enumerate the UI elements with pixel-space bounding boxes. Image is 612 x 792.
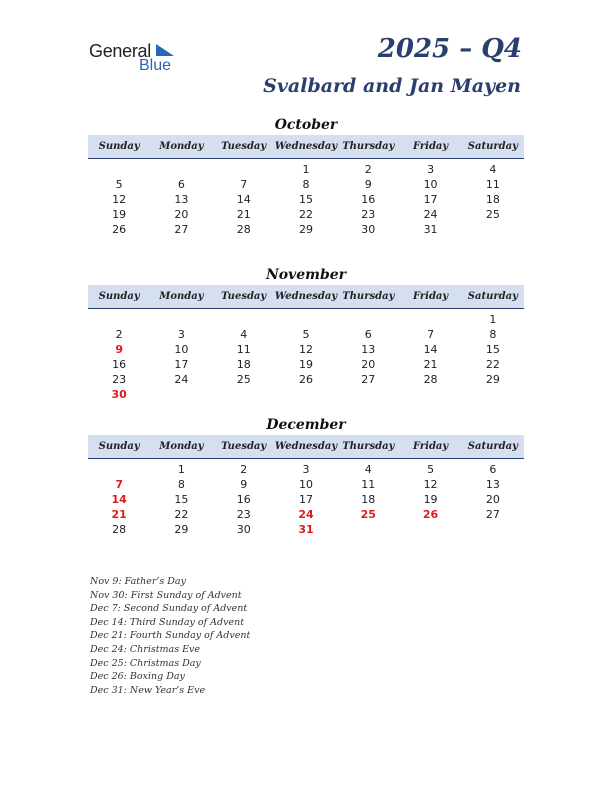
- day-cell: 17: [174, 358, 189, 371]
- day-grid: [88, 312, 524, 402]
- month-title: December: [266, 417, 346, 433]
- weekday-label: Tuesday: [221, 141, 267, 152]
- day-cell: 5: [302, 328, 310, 341]
- weekday-header: [88, 435, 524, 459]
- day-cell: 13: [485, 478, 500, 491]
- weekday-label: Friday: [412, 441, 449, 452]
- weekday-label: Wednesday: [274, 141, 338, 152]
- day-cell: 6: [489, 463, 497, 476]
- month-november: [88, 265, 524, 402]
- holiday-notes: [90, 575, 250, 697]
- day-cell: 2: [115, 328, 123, 341]
- weekday-label: Friday: [412, 291, 449, 302]
- empty-day-cell: [213, 162, 275, 177]
- logo-general-text: General: [89, 41, 151, 61]
- day-cell: 2: [240, 463, 248, 476]
- day-cell: 3: [177, 328, 185, 341]
- day-cell: 8: [177, 478, 185, 491]
- day-cell: 15: [485, 343, 500, 356]
- day-cell: 19: [112, 208, 127, 221]
- day-cell: 13: [174, 193, 189, 206]
- day-cell: 13: [361, 343, 376, 356]
- day-cell: 7: [240, 178, 248, 191]
- day-cell: 10: [298, 478, 313, 491]
- day-cell: 5: [115, 178, 123, 191]
- day-cell: 2: [364, 163, 372, 176]
- day-cell: 20: [361, 358, 376, 371]
- weekday-label: Friday: [412, 141, 449, 152]
- empty-day-cell: [88, 312, 150, 327]
- holiday-note: Dec 26: Boxing Day: [90, 671, 185, 683]
- day-cell: 27: [361, 373, 376, 386]
- day-cell: 3: [302, 463, 310, 476]
- day-cell: 12: [112, 193, 127, 206]
- day-cell: 9: [115, 343, 123, 356]
- day-cell: 25: [360, 508, 376, 521]
- weekday-header: [88, 135, 524, 159]
- day-cell: 8: [489, 328, 497, 341]
- month-december: [88, 415, 524, 537]
- day-cell: 11: [485, 178, 500, 191]
- day-cell: 18: [361, 493, 376, 506]
- day-cell: 27: [174, 223, 189, 236]
- day-cell: 27: [485, 508, 500, 521]
- day-grid: [88, 162, 524, 237]
- weekday-label: Thursday: [342, 141, 395, 152]
- day-cell: 4: [489, 163, 497, 176]
- day-cell: 6: [364, 328, 372, 341]
- day-cell: 21: [423, 358, 438, 371]
- empty-day-cell: [275, 312, 337, 327]
- day-cell: 24: [174, 373, 189, 386]
- generalblue-logo: [89, 41, 189, 77]
- day-cell: 3: [427, 163, 435, 176]
- empty-day-cell: [88, 462, 150, 477]
- weekday-label: Wednesday: [274, 441, 338, 452]
- holiday-note: Dec 31: New Year’s Eve: [90, 684, 206, 696]
- day-cell: 20: [485, 493, 500, 506]
- day-cell: 18: [485, 193, 500, 206]
- day-cell: 4: [240, 328, 248, 341]
- day-cell: 1: [177, 463, 185, 476]
- day-cell: 31: [298, 523, 314, 536]
- day-cell: 28: [236, 223, 251, 236]
- day-cell: 6: [177, 178, 185, 191]
- holiday-note: Dec 24: Christmas Eve: [90, 643, 201, 655]
- holiday-note: Dec 21: Fourth Sunday of Advent: [90, 630, 251, 642]
- day-cell: 23: [236, 508, 251, 521]
- holiday-note: Dec 7: Second Sunday of Advent: [90, 603, 248, 615]
- logo-triangle-icon: [156, 44, 174, 56]
- weekday-label: Saturday: [467, 141, 518, 152]
- weekday-label: Monday: [159, 441, 204, 452]
- day-cell: 1: [302, 163, 310, 176]
- holiday-note: Dec 14: Third Sunday of Advent: [90, 616, 245, 628]
- logo-blue-text: Blue: [139, 57, 172, 74]
- day-cell: 29: [485, 373, 500, 386]
- holiday-note: Nov 9: Father’s Day: [90, 576, 186, 587]
- day-cell: 9: [364, 178, 372, 191]
- day-cell: 25: [236, 373, 251, 386]
- weekday-label: Tuesday: [221, 291, 267, 302]
- weekday-label: Saturday: [467, 291, 518, 302]
- empty-day-cell: [150, 162, 212, 177]
- day-cell: 7: [427, 328, 435, 341]
- day-cell: 19: [298, 358, 313, 371]
- holiday-note: Dec 25: Christmas Day: [90, 657, 201, 669]
- day-cell: 29: [174, 523, 189, 536]
- day-cell: 10: [174, 343, 189, 356]
- day-cell: 22: [298, 208, 313, 221]
- empty-day-cell: [150, 312, 212, 327]
- day-cell: 24: [423, 208, 438, 221]
- weekday-label: Tuesday: [221, 441, 267, 452]
- day-cell: 14: [423, 343, 438, 356]
- weekday-label: Sunday: [98, 441, 140, 452]
- day-cell: 25: [485, 208, 500, 221]
- empty-day-cell: [213, 312, 275, 327]
- day-cell: 10: [423, 178, 438, 191]
- holiday-note: Nov 30: First Sunday of Advent: [90, 589, 242, 601]
- weekday-label: Sunday: [98, 291, 140, 302]
- day-cell: 11: [361, 478, 376, 491]
- empty-day-cell: [337, 312, 399, 327]
- weekday-label: Wednesday: [274, 291, 338, 302]
- day-cell: 17: [423, 193, 438, 206]
- day-cell: 26: [422, 508, 439, 521]
- weekday-label: Monday: [159, 291, 204, 302]
- day-cell: 28: [423, 373, 438, 386]
- empty-day-cell: [88, 162, 150, 177]
- weekday-header: [88, 285, 524, 309]
- day-cell: 16: [236, 493, 251, 506]
- day-grid: [88, 462, 524, 537]
- weekday-label: Thursday: [342, 291, 395, 302]
- day-cell: 12: [298, 343, 313, 356]
- page-subtitle: Svalbard and Jan Mayen: [263, 75, 521, 97]
- day-cell: 26: [298, 373, 313, 386]
- weekday-label: Thursday: [342, 441, 395, 452]
- month-october: [88, 115, 524, 237]
- day-cell: 21: [111, 508, 127, 521]
- day-cell: 15: [174, 493, 189, 506]
- day-cell: 8: [302, 178, 310, 191]
- day-cell: 22: [174, 508, 189, 521]
- weekday-label: Saturday: [467, 441, 518, 452]
- day-cell: 1: [489, 313, 497, 326]
- empty-day-cell: [399, 312, 461, 327]
- day-cell: 12: [423, 478, 438, 491]
- day-cell: 29: [298, 223, 313, 236]
- day-cell: 31: [423, 223, 438, 236]
- day-cell: 30: [236, 523, 251, 536]
- day-cell: 22: [485, 358, 500, 371]
- day-cell: 23: [361, 208, 376, 221]
- day-cell: 30: [111, 388, 127, 401]
- day-cell: 11: [236, 343, 251, 356]
- day-cell: 26: [112, 223, 127, 236]
- day-cell: 7: [115, 478, 123, 491]
- day-cell: 20: [174, 208, 189, 221]
- day-cell: 14: [236, 193, 251, 206]
- day-cell: 9: [240, 478, 248, 491]
- weekday-label: Sunday: [98, 141, 140, 152]
- month-title: November: [265, 267, 347, 283]
- month-title: October: [274, 117, 338, 133]
- day-cell: 5: [427, 463, 435, 476]
- page-title: 2025 – Q4: [377, 34, 522, 64]
- day-cell: 16: [361, 193, 376, 206]
- day-cell: 16: [112, 358, 127, 371]
- weekday-label: Monday: [159, 141, 204, 152]
- day-cell: 28: [112, 523, 127, 536]
- day-cell: 15: [298, 193, 313, 206]
- day-cell: 14: [111, 493, 127, 506]
- day-cell: 17: [298, 493, 313, 506]
- day-cell: 18: [236, 358, 251, 371]
- day-cell: 4: [364, 463, 372, 476]
- day-cell: 30: [361, 223, 376, 236]
- day-cell: 21: [236, 208, 251, 221]
- day-cell: 19: [423, 493, 438, 506]
- day-cell: 24: [298, 508, 314, 521]
- day-cell: 23: [112, 373, 127, 386]
